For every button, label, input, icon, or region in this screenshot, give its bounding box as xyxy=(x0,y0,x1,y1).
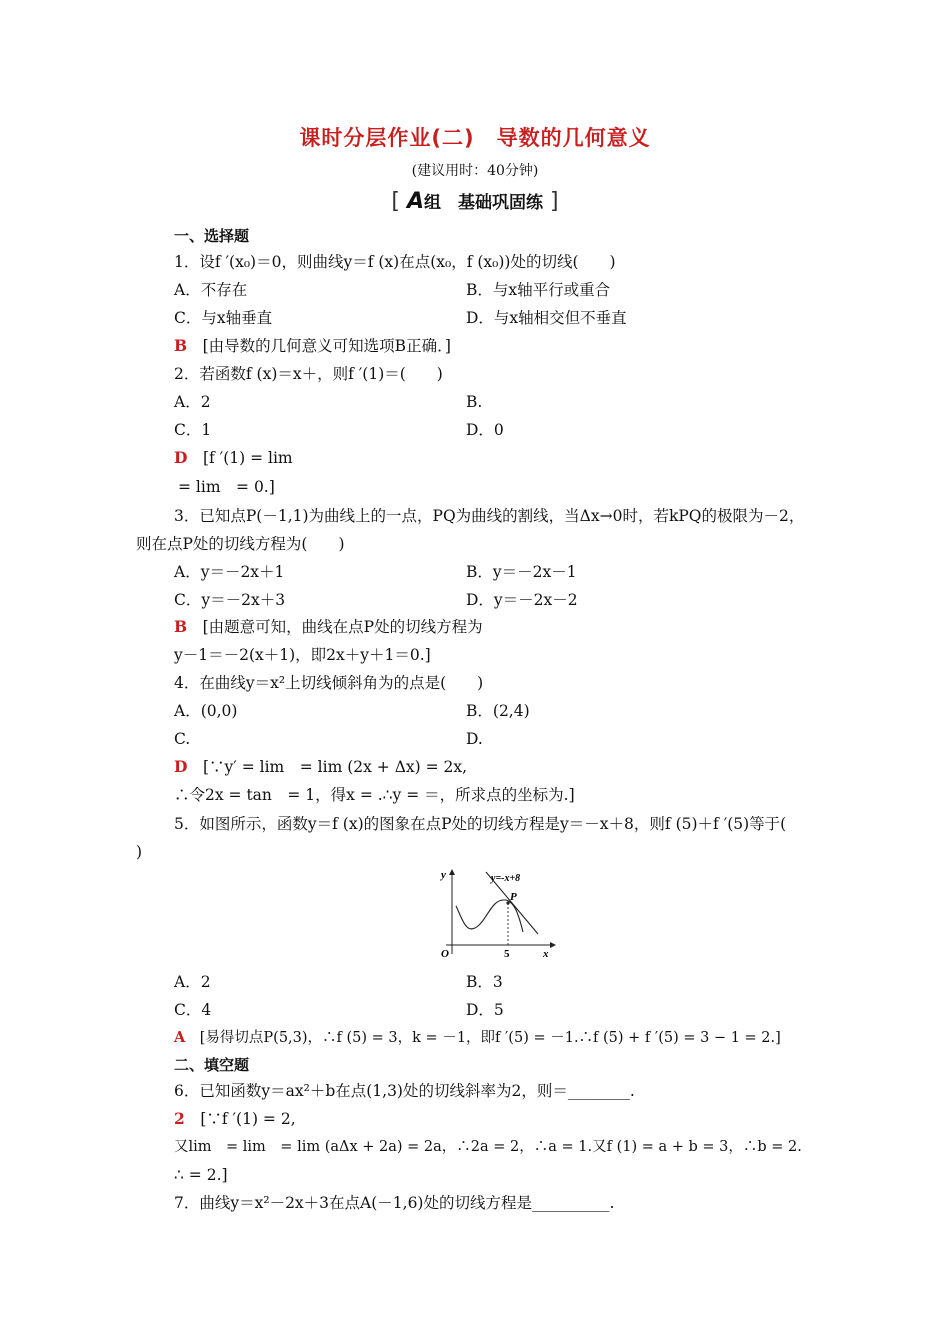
q2-option-d: D．0 xyxy=(466,421,504,439)
q4-answer: D xyxy=(174,757,188,776)
origin-label: O xyxy=(441,948,449,960)
q3-explanation-1: [由题意可知，曲线在点P处的切线方程为 xyxy=(202,618,483,636)
q3-answer: B xyxy=(174,617,188,636)
q4-option-d: D. xyxy=(466,730,483,748)
q3-stem-2: 则在点P处的切线方程为( ) xyxy=(136,535,345,553)
q3-option-c: C．y＝－2x＋3 xyxy=(174,591,286,609)
q5-option-c: C．4 xyxy=(174,1001,212,1019)
q6-answer: 2 xyxy=(174,1109,185,1128)
tangent-equation-label: y=-x+8 xyxy=(491,873,521,884)
group-label: 组 基础巩固练 xyxy=(424,193,544,213)
q4-option-b: B．(2,4) xyxy=(466,702,530,720)
q2-option-b: B. xyxy=(466,393,483,411)
q5-answer-line xyxy=(174,1028,781,1048)
q3-explanation-2: y－1＝－2(x＋1)，即2x＋y＋1＝0.] xyxy=(174,646,431,664)
q2-option-a: A．2 xyxy=(174,393,211,411)
q6-answer-line xyxy=(174,1109,296,1129)
tick-label-5: 5 xyxy=(504,948,510,960)
q4-option-c: C. xyxy=(174,730,191,748)
q1-answer: B xyxy=(174,336,188,355)
page-title: 课时分层作业(二) 导数的几何意义 xyxy=(299,126,651,150)
point-label: P xyxy=(510,891,517,903)
q3-option-a: A．y＝－2x＋1 xyxy=(174,563,285,581)
q5-explanation: [易得切点P(5,3)，∴f (5) = 3，k = －1，即f ′(5) = －1.∴f (5) + f ′(5) = 3 − 1 = 2.] xyxy=(199,1030,781,1046)
y-axis-label: y xyxy=(441,869,446,881)
x-axis-label: x xyxy=(543,948,549,960)
q5-answer: A xyxy=(174,1029,186,1046)
q4-explanation-2: ∴令2x = tan = 1，得x = .∴y = ＝，所求点的坐标为.] xyxy=(174,786,575,804)
q5-option-a: A．2 xyxy=(174,973,211,991)
q4-stem: 4．在曲线y＝x²上切线倾斜角为的点是( ) xyxy=(174,674,484,692)
q6-explanation-1: [∵f ′(1) = 2, xyxy=(200,1110,296,1128)
q4-option-a: A．(0,0) xyxy=(174,702,238,720)
q6-stem: 6．已知函数y＝ax²＋b在点(1,3)处的切线斜率为2，则＝________. xyxy=(174,1082,635,1100)
q3-option-d: D．y＝－2x－2 xyxy=(466,591,578,609)
q2-answer-line xyxy=(174,448,293,468)
q2-explanation-1: [f ′(1) = lim xyxy=(202,449,293,467)
q1-explanation: [由导数的几何意义可知选项B正确．] xyxy=(202,337,451,355)
q2-answer: D xyxy=(174,448,188,467)
group-heading: [ A组 基础巩固练 ] xyxy=(391,189,559,214)
q1-option-b: B．与x轴平行或重合 xyxy=(466,281,611,299)
q1-option-a: A．不存在 xyxy=(174,281,248,299)
q5-stem-2: ) xyxy=(136,843,143,861)
q5-option-d: D．5 xyxy=(466,1001,504,1019)
q1-option-c: C．与x轴垂直 xyxy=(174,309,273,327)
q3-option-b: B．y＝－2x－1 xyxy=(466,563,577,581)
q6-explanation-3: ∴ = 2.] xyxy=(174,1166,228,1184)
q2-stem: 2．若函数f (x)＝x＋，则f ′(1)＝( ) xyxy=(174,365,443,383)
group-letter: A xyxy=(406,189,425,214)
q1-option-d: D．与x轴相交但不垂直 xyxy=(466,309,627,327)
time-hint: (建议用时：40分钟) xyxy=(411,163,539,179)
q3-answer-line xyxy=(174,617,483,637)
q2-explanation-2: = lim = 0.] xyxy=(178,478,275,496)
q5-function-graph xyxy=(430,862,565,962)
q2-option-c: C．1 xyxy=(174,421,212,439)
q5-option-b: B．3 xyxy=(466,973,503,991)
q5-stem-1: 5．如图所示，函数y＝f (x)的图象在点P处的切线方程是y＝－x＋8，则f (5)＋f ′(5)等于( xyxy=(174,815,787,833)
section-fill: 二、填空题 xyxy=(174,1056,250,1074)
section-choice: 一、选择题 xyxy=(174,227,250,245)
q3-stem-1: 3．已知点P(－1,1)为曲线上的一点，PQ为曲线的割线，当Δx→0时，若kPQ的极限为－2， xyxy=(174,507,805,525)
q7-stem: 7．曲线y＝x²－2x＋3在点A(－1,6)处的切线方程是__________. xyxy=(174,1194,615,1212)
q1-answer-line xyxy=(174,336,451,356)
q4-answer-line xyxy=(174,757,467,777)
q4-explanation-1: [∵y′ = lim = lim (2x + Δx) = 2x, xyxy=(202,758,468,776)
q1-stem: 1．设f ′(x₀)＝0，则曲线y＝f (x)在点(x₀，f (x₀))处的切线( ) xyxy=(174,253,616,271)
q6-explanation-2: 又lim = lim = lim (aΔx + 2a) = 2a，∴2a = 2，∴a = 1.又f (1) = a + b = 3，∴b = 2. xyxy=(174,1139,802,1155)
